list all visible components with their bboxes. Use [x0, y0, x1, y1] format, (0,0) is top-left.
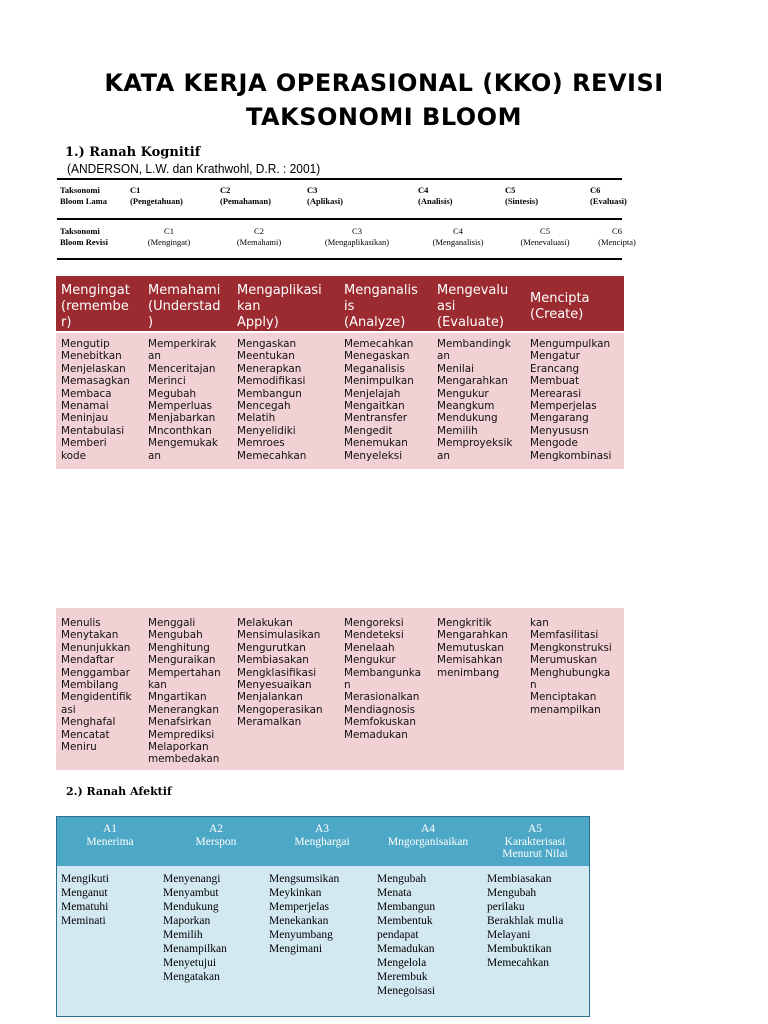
- afektif-header-a2: A2 Merspon: [195, 823, 237, 848]
- kko-col-mengingat-cont: Menulis Menytakan Menunjukkan Mendaftar Menggambar Membilang Mengidentifik asi Menghafal Mencatat Meniru: [61, 617, 132, 754]
- afektif-header-a4: A4 Mngorganisaikan: [387, 823, 469, 848]
- revised-taxonomy-row: [57, 226, 636, 252]
- kko-col-menganalisis: Memecahkan Menegaskan Meganalisis Menimpulkan Menjelajah Mengaitkan Mentransfer Mengedit Menemukan Menyeleksi: [344, 338, 414, 462]
- kko-table-header: [56, 276, 624, 331]
- kko-header-menganalisis: Menganalis is (Analyze): [344, 283, 418, 330]
- afektif-col-a1: Mengikuti Menganut Mematuhi Meminati: [61, 873, 109, 927]
- revised-cell-3: C3 (Mengaplikasikan): [324, 226, 390, 247]
- kko-header-mengevaluasi: Mengevalu asi (Evaluate): [437, 283, 509, 330]
- old-cell-3: C3 (Aplikasi): [307, 185, 343, 206]
- section-1-heading: 1.) Ranah Kognitif: [65, 145, 201, 160]
- afektif-col-a2: Menyenangi Menyambut Mendukung Maporkan Memilih Menampilkan Menyetujui Mengatakan: [163, 873, 227, 983]
- kko-col-mencipta: Mengumpulkan Mengatur Erancang Membuat Merearasi Memperjelas Mengarang Menyususn Mengode Mengkombinasi: [530, 338, 612, 462]
- kko-header-mengaplikasikan: Mengaplikasi kan Apply): [237, 283, 322, 330]
- table-rule-top: [57, 178, 622, 180]
- revised-cell-5: C5 (Menevaluasi): [520, 226, 570, 247]
- revised-cell-2: C2 (Memahami): [236, 226, 282, 247]
- kko-col-mengevaluasi-cont: Mengkritik Mengarahkan Memutuskan Memisahkan menimbang: [437, 617, 508, 679]
- kko-col-mencipta-cont: kan Memfasilitasi Mengkonstruksi Merumuskan Menghubungka n Menciptakan menampilkan: [530, 617, 612, 716]
- old-cell-4: C4 (Analisis): [418, 185, 453, 206]
- kko-col-mengingat: Mengutip Menebitkan Menjelaskan Memasagkan Membaca Menamai Meninjau Mentabulasi Memberi kode: [61, 338, 131, 462]
- old-cell-6: C6 (Evaluasi): [590, 185, 627, 206]
- afektif-col-a3: Mengsumsikan Meykinkan Memperjelas Menekankan Menyumbang Mengimani: [269, 873, 340, 955]
- page-title: [0, 66, 768, 134]
- old-taxonomy-row: [57, 185, 627, 211]
- afektif-header-a3: A3 Menghargai: [294, 823, 350, 848]
- kko-col-mengaplikasikan: Mengaskan Meentukan Menerapkan Memodifikasi Membangun Mencegah Melatih Menyelidiki Memroes Memecahkan: [237, 338, 307, 462]
- old-cell-5: C5 (Sintesis): [505, 185, 539, 206]
- revised-cell-1: C1 (Mengingat): [147, 226, 191, 247]
- kko-header-mengingat: Mengingat (remembe r): [61, 283, 130, 330]
- kko-col-mengevaluasi: Membandingk an Menilai Mengarahkan Mengukur Meangkum Mendukung Memilih Memproyeksik an: [437, 338, 513, 462]
- kko-header-memahami: Memahami (Understad ): [148, 283, 221, 330]
- kko-col-memahami: Memperkirak an Menceritajan Merinci Megubah Memperluas Menjabarkan Mnconthkan Mengemukak an: [148, 338, 218, 462]
- kko-col-memahami-cont: Menggali Mengubah Menghitung Menguraikan Mempertahan kan Mngartikan Menerangkan Menafsirkan Memprediksi Melaporkan membedakan: [148, 617, 221, 766]
- kko-table-body-1: [56, 333, 624, 469]
- kko-table-body-2: [56, 608, 624, 770]
- revised-cell-4: C4 (Menganalisis): [432, 226, 484, 247]
- title-line-1: KATA KERJA OPERASIONAL (KKO) REVISI: [104, 69, 664, 97]
- afektif-header-a5: A5 Karakterisasi Menurut Nilai: [502, 823, 568, 860]
- afektif-header-a1: A1 Menerima: [86, 823, 134, 848]
- kko-col-mengaplikasikan-cont: Melakukan Mensimulasikan Mengurutkan Membiasakan Mengklasifikasi Menyesuaikan Menjalankan Mengoperasikan Meramalkan: [237, 617, 323, 729]
- afektif-col-a5: Membiasakan Mengubah perilaku Berakhlak mulia Melayani Membuktikan Memecahkan: [487, 873, 564, 969]
- revised-row-label: Taksonomi Bloom Revisi: [60, 226, 108, 247]
- old-cell-2: C2 (Pemahaman): [220, 185, 271, 206]
- table-rule-bottom: [57, 258, 622, 260]
- afektif-table-body: [56, 866, 590, 1017]
- afektif-col-a4: Mengubah Menata Membangun Membentuk pendapat Memadukan Mengelola Merembuk Menegoisasi: [377, 873, 436, 997]
- kko-header-mencipta: Mencipta (Create): [530, 291, 590, 322]
- table-rule-middle: [57, 218, 622, 220]
- afektif-table-header: [56, 816, 590, 866]
- section-2-heading: 2.) Ranah Afektif: [66, 785, 172, 798]
- old-row-label: Taksonomi Bloom Lama: [60, 185, 107, 206]
- section-1-reference: (ANDERSON, L.W. dan Krathwohl, D.R. : 2001): [67, 161, 321, 176]
- revised-cell-6: C6 (Mencipta): [598, 226, 636, 247]
- old-cell-1: C1 (Pengetahuan): [130, 185, 183, 206]
- title-line-2: TAKSONOMI BLOOM: [246, 103, 522, 131]
- kko-col-menganalisis-cont: Mengoreksi Mendeteksi Menelaah Mengukur Membangunka n Merasionalkan Mendiagnosis Memfokuskan Memadukan: [344, 617, 421, 741]
